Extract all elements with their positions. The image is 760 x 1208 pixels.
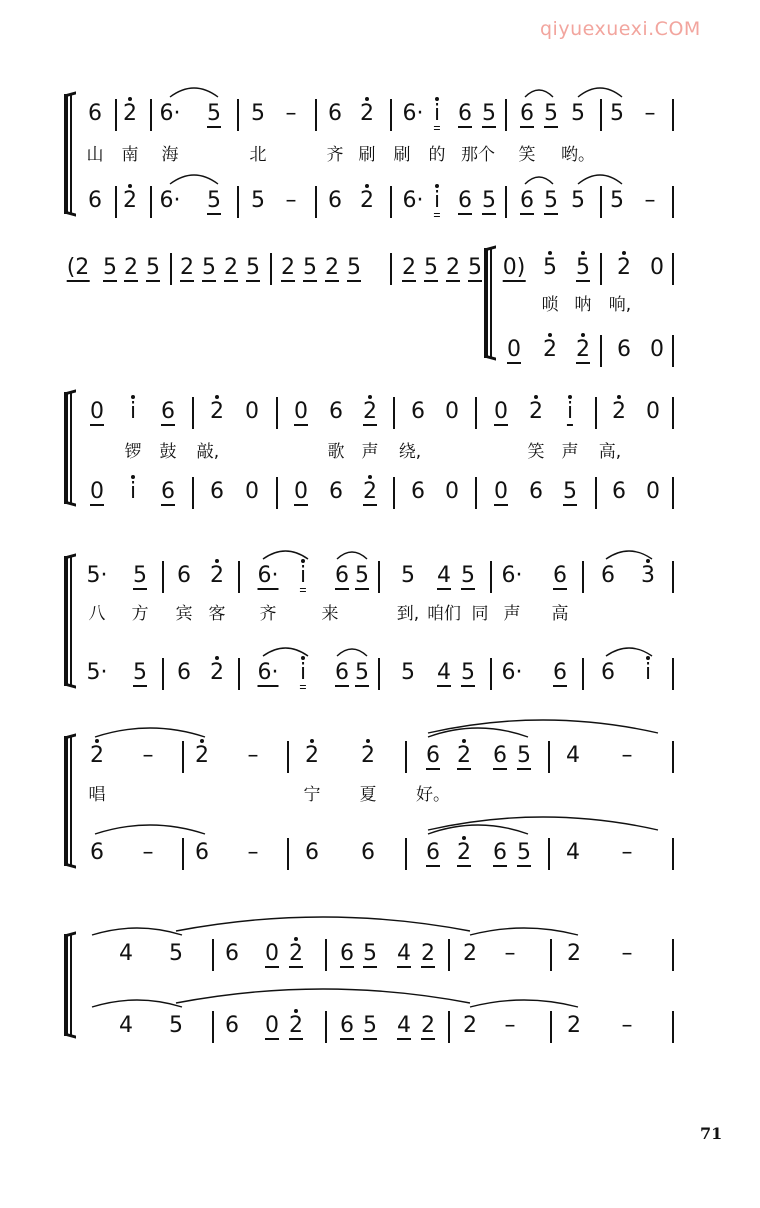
intro-note: 5 (347, 255, 361, 280)
lower-note: 0 (494, 479, 508, 504)
lyric-syllable: 响, (608, 295, 632, 315)
upper-note: 4 (397, 941, 411, 966)
watermark: qiyuexuexi.COM (540, 18, 701, 40)
lyric-syllable: 宾 (175, 604, 193, 624)
slur (176, 917, 470, 931)
lyric-syllable: 夏 (359, 785, 377, 805)
upper-note: 2 (457, 743, 471, 768)
slur (606, 551, 652, 559)
lower-note: – (504, 1013, 516, 1038)
lyric-syllable: 敲, (196, 442, 220, 462)
lower-note: 0 (294, 479, 308, 504)
lyric-syllable: 绕, (398, 442, 422, 462)
slur (92, 928, 182, 935)
lower-note: 6 (520, 188, 534, 213)
upper-note: 6· (159, 101, 181, 126)
upper-note: 6 (520, 101, 534, 126)
lower-note: 6 (195, 840, 209, 865)
upper-note: 0 (646, 399, 660, 424)
slur (428, 817, 658, 830)
lower-note: 5 (401, 660, 415, 685)
lyric-syllable: 南 (121, 145, 139, 165)
lyric-syllable: 方 (131, 604, 149, 624)
lower-note: 6 (88, 188, 102, 213)
upper-note: 2 (210, 563, 224, 588)
intro-note: 5 (202, 255, 216, 280)
upper-note: 5 (576, 255, 590, 280)
lower-note: 5 (169, 1013, 183, 1038)
upper-note: 2 (361, 743, 375, 768)
lyric-syllable: 高, (598, 442, 622, 462)
upper-note: 6 (161, 399, 175, 424)
intro-note: 2 (180, 255, 194, 280)
upper-note: 6 (426, 743, 440, 768)
lower-note: 2 (543, 337, 557, 362)
lower-note: i (300, 662, 306, 689)
upper-note: 5 (355, 563, 369, 588)
lyric-syllable: 锣 (124, 442, 142, 462)
lower-note: 6 (553, 660, 567, 685)
lower-note: 4 (566, 840, 580, 865)
upper-note: 6 (340, 941, 354, 966)
upper-note: 2 (90, 743, 104, 768)
upper-note: 6 (553, 563, 567, 588)
upper-note: 0 (245, 399, 259, 424)
slur (578, 88, 622, 97)
lower-note: 2 (567, 1013, 581, 1038)
lyric-syllable: 海 (161, 145, 179, 165)
lower-note: 0 (646, 479, 660, 504)
upper-note: – (247, 743, 259, 768)
upper-note: 0 (445, 399, 459, 424)
lyric-syllable: 笑 (527, 442, 545, 462)
lower-note: 6 (411, 479, 425, 504)
lower-note: 0 (445, 479, 459, 504)
lower-note: 2 (363, 479, 377, 504)
lower-note: 6 (328, 188, 342, 213)
intro-note: 2 (124, 255, 138, 280)
lower-note: 4 (119, 1013, 133, 1038)
upper-note: 6 (328, 101, 342, 126)
lower-note: 6 (225, 1013, 239, 1038)
page-number: 71 (700, 1124, 723, 1143)
upper-note: i (300, 565, 306, 592)
upper-note: 2 (210, 399, 224, 424)
intro-note: 5 (103, 255, 117, 280)
upper-note: 5 (544, 101, 558, 126)
slur (525, 177, 553, 184)
lower-note: 6 (612, 479, 626, 504)
slur (525, 90, 553, 97)
lower-note: 6 (617, 337, 631, 362)
upper-note: 2 (360, 101, 374, 126)
slur (470, 1000, 578, 1007)
upper-note: 0 (650, 255, 664, 280)
upper-note: 6 (329, 399, 343, 424)
lower-note: 6· (501, 660, 523, 685)
upper-note: – (504, 941, 516, 966)
upper-note: 5 (207, 101, 221, 126)
slur (606, 648, 652, 656)
slur (263, 648, 308, 656)
upper-note: 5 (543, 255, 557, 280)
lower-note: 4 (437, 660, 451, 685)
lyric-syllable: 客 (208, 604, 226, 624)
lower-note: 6 (361, 840, 375, 865)
lower-note: – (644, 188, 656, 213)
lower-note: 6 (340, 1013, 354, 1038)
upper-note: 2 (363, 399, 377, 424)
lyric-syllable: 唢 (541, 295, 559, 315)
lyric-syllable: 同 (471, 604, 489, 624)
lower-note: – (142, 840, 154, 865)
upper-note: 2 (195, 743, 209, 768)
lyric-syllable: 到, (396, 604, 420, 624)
upper-note: 5 (363, 941, 377, 966)
upper-note: 6 (601, 563, 615, 588)
slur (95, 728, 205, 737)
upper-note: 6 (493, 743, 507, 768)
upper-note: 6 (411, 399, 425, 424)
lower-note: 5 (610, 188, 624, 213)
lyric-syllable: 歌 (327, 442, 345, 462)
slur (170, 88, 218, 97)
upper-note: i (566, 399, 574, 424)
upper-note: 5 (251, 101, 265, 126)
lower-note: 6 (305, 840, 319, 865)
upper-note: – (621, 941, 633, 966)
lyric-syllable: 笑 (518, 145, 536, 165)
upper-note: 2 (567, 941, 581, 966)
lyric-syllable: 那个 (461, 145, 495, 165)
upper-note: 3 (641, 563, 655, 588)
lower-note: 2 (210, 660, 224, 685)
lower-note: 6 (335, 660, 349, 685)
upper-note: 6· (501, 563, 523, 588)
lower-note: – (621, 1013, 633, 1038)
intro-note: 2 (325, 255, 339, 280)
upper-note: 6 (335, 563, 349, 588)
lower-note: 6 (90, 840, 104, 865)
lyric-syllable: 宁 (303, 785, 321, 805)
upper-note: 5 (401, 563, 415, 588)
lyric-syllable: 高 (551, 604, 569, 624)
lower-note: 5 (563, 479, 577, 504)
lower-note: 0 (650, 337, 664, 362)
lower-note: 6 (529, 479, 543, 504)
intro-note: 5 (424, 255, 438, 280)
lower-note: 5 (133, 660, 147, 685)
upper-note: 4 (119, 941, 133, 966)
upper-note: 5 (571, 101, 585, 126)
upper-note: 6· (402, 101, 424, 126)
lower-note: 2 (123, 188, 137, 213)
lyric-syllable: 好。 (416, 785, 450, 805)
upper-note: 4 (566, 743, 580, 768)
upper-note: 2 (463, 941, 477, 966)
lyric-syllable: 哟。 (561, 145, 595, 165)
intro-note: 2 (446, 255, 460, 280)
lower-note: 5 (363, 1013, 377, 1038)
upper-note: 2 (529, 399, 543, 424)
lyric-syllable: 刷 (393, 145, 411, 165)
lower-note: i (434, 190, 440, 217)
upper-note: 6 (225, 941, 239, 966)
slur (470, 928, 578, 935)
lower-note: 5 (251, 188, 265, 213)
upper-note: i (434, 103, 440, 130)
lower-note: 5 (461, 660, 475, 685)
lower-note: 2 (289, 1013, 303, 1038)
lower-note: – (247, 840, 259, 865)
intro-note: 5 (303, 255, 317, 280)
lower-note: 5 (571, 188, 585, 213)
lower-note: 2 (360, 188, 374, 213)
lower-note: 5 (355, 660, 369, 685)
upper-note: 0 (90, 399, 104, 424)
lower-note: – (621, 840, 633, 865)
upper-note: – (644, 101, 656, 126)
upper-note: 6 (88, 101, 102, 126)
intro-note: (2 (66, 255, 90, 280)
intro-note: 2 (224, 255, 238, 280)
lyric-syllable: 唱 (88, 785, 106, 805)
upper-note: 6· (257, 563, 279, 588)
lower-note: 6 (458, 188, 472, 213)
lower-note: 5 (207, 188, 221, 213)
upper-note: 2 (305, 743, 319, 768)
upper-note: 5 (482, 101, 496, 126)
lower-note: 6 (210, 479, 224, 504)
lower-note: 2 (463, 1013, 477, 1038)
lyric-syllable: 声 (361, 442, 379, 462)
lower-note: 6 (493, 840, 507, 865)
lower-note: 6 (426, 840, 440, 865)
lower-note: 5 (544, 188, 558, 213)
lower-note: 2 (576, 337, 590, 362)
lyric-syllable: 声 (561, 442, 579, 462)
lyric-syllable: 山 (86, 145, 104, 165)
upper-note: 6 (458, 101, 472, 126)
upper-note: 5 (610, 101, 624, 126)
intro-note: 5 (246, 255, 260, 280)
lower-note: 5· (86, 660, 108, 685)
lower-note: 5 (482, 188, 496, 213)
lyric-syllable: 鼓 (159, 442, 177, 462)
intro-note: 5 (468, 255, 482, 280)
lyric-syllable: 咱们 (427, 604, 461, 624)
slur (578, 175, 622, 184)
lower-note: 6 (601, 660, 615, 685)
lyric-syllable: 北 (249, 145, 267, 165)
lower-note: 0 (245, 479, 259, 504)
upper-note: 2 (617, 255, 631, 280)
upper-note: 2 (421, 941, 435, 966)
upper-note: 0 (265, 941, 279, 966)
lower-note: i (129, 479, 137, 504)
lower-note: 6· (257, 660, 279, 685)
upper-note: 0 (494, 399, 508, 424)
slur (337, 649, 367, 656)
upper-note: 2 (289, 941, 303, 966)
upper-note: 5 (169, 941, 183, 966)
lower-note: i (644, 660, 652, 685)
upper-note: 4 (437, 563, 451, 588)
lower-note: 0 (507, 337, 521, 362)
lower-note: 6 (161, 479, 175, 504)
upper-note: 6 (177, 563, 191, 588)
lyric-syllable: 刷 (358, 145, 376, 165)
lyric-syllable: 齐 (259, 604, 277, 624)
slur (263, 551, 308, 559)
upper-note: 2 (612, 399, 626, 424)
slur (337, 552, 367, 559)
intro-note: 2 (402, 255, 416, 280)
slur (92, 1000, 182, 1007)
lyric-syllable: 声 (503, 604, 521, 624)
upper-note: 0 (294, 399, 308, 424)
upper-note: 2 (123, 101, 137, 126)
upper-note: 0) (502, 255, 526, 280)
lower-note: – (285, 188, 297, 213)
upper-note: 5 (133, 563, 147, 588)
lyric-syllable: 八 (88, 604, 106, 624)
upper-note: – (621, 743, 633, 768)
lyric-syllable: 呐 (574, 295, 592, 315)
lower-note: 6 (177, 660, 191, 685)
upper-note: i (129, 399, 137, 424)
slur (176, 989, 470, 1003)
lower-note: 0 (90, 479, 104, 504)
upper-note: – (285, 101, 297, 126)
lower-note: 2 (421, 1013, 435, 1038)
slur (170, 175, 218, 184)
intro-note: 2 (281, 255, 295, 280)
lyric-syllable: 来 (321, 604, 339, 624)
lower-note: 4 (397, 1013, 411, 1038)
lower-note: 5 (517, 840, 531, 865)
lyric-syllable: 齐 (326, 145, 344, 165)
slur (428, 720, 658, 733)
upper-note: 5 (517, 743, 531, 768)
upper-note: 5 (461, 563, 475, 588)
upper-note: 5· (86, 563, 108, 588)
lower-note: 6· (402, 188, 424, 213)
upper-note: – (142, 743, 154, 768)
lower-note: 6· (159, 188, 181, 213)
intro-note: 5 (146, 255, 160, 280)
lower-note: 2 (457, 840, 471, 865)
lower-note: 6 (329, 479, 343, 504)
lyric-syllable: 的 (428, 145, 446, 165)
lower-note: 0 (265, 1013, 279, 1038)
slur (95, 825, 205, 834)
